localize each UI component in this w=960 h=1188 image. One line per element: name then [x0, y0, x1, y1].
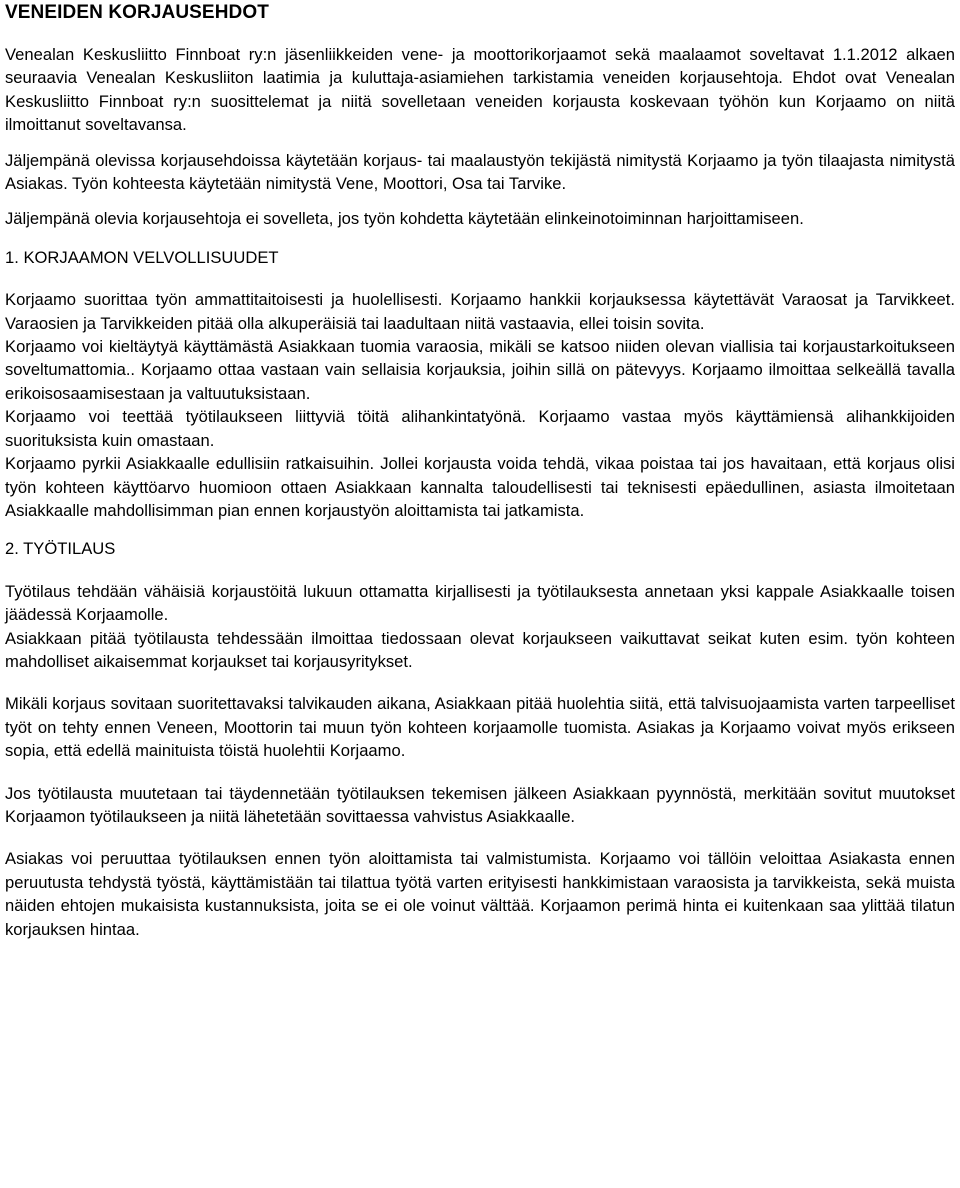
- section-1-paragraph-4: Korjaamo pyrkii Asiakkaalle edullisiin ratkaisuihin. Jollei korjausta voida tehdä, vikaa poistaa tai jos havaitaan, että korjaus olisi työn kohteen käyttöarvo huomioon ottaen Asiakkaan kannalta taloudellisesti tai teknisesti epäedullinen, asiasta ilmoitetaan Asiakkaalle mahdollisimman pian ennen korjaustyön aloittamista tai jatkamista.: [5, 454, 955, 520]
- section-2-paragraph-2: Asiakkaan pitää työtilausta tehdessään ilmoittaa tiedossaan olevat korjaukseen vaikuttavat seikat kuten esim. työn kohteen mahdolliset aikaisemmat korjaukset tai korjausyritykset.: [5, 628, 955, 671]
- section-2-heading: 2. TYÖTILAUS: [5, 539, 116, 559]
- document-title: VENEIDEN KORJAUSEHDOT: [5, 2, 269, 23]
- intro-paragraph-3: Jäljempänä olevia korjausehtoja ei sovelleta, jos työn kohdetta käytetään elinkeinotoiminnan harjoittamiseen.: [5, 209, 804, 229]
- section-2-paragraph-5: Asiakas voi peruuttaa työtilauksen ennen työn aloittamista tai valmistumista. Korjaamo voi tällöin veloittaa Asiakasta ennen peruutusta tehdystä työstä, käyttämistään tai tilattua työtä varten erityisesti hankkimistaan varaosista ja tarvikkeista, sekä muista näiden ehtojen mukaisista kustannuksista, joita se ei ole voinut välttää. Korjaamon perimä hinta ei kuitenkaan saa ylittää tilatun korjauksen hintaa.: [5, 849, 955, 939]
- document-page: [5, 0, 955, 941]
- section-2-paragraph-3: Mikäli korjaus sovitaan suoritettavaksi talvikauden aikana, Asiakkaan pitää huolehtia siitä, että talvisuojaamista varten tarpeelliset työt on tehty ennen Veneen, Moottorin tai muun työn kohteen korjaamolle tuomista. Asiakas ja Korjaamo voivat myös erikseen sopia, että edellä mainituista töistä huolehtii Korjaamo.: [5, 694, 955, 761]
- intro-paragraph-2: Jäljempänä olevissa korjausehdoissa käytetään korjaus- tai maalaustyön tekijästä nimitystä Korjaamo ja työn tilaajasta nimitystä Asiakas. Työn kohteesta käytetään nimitystä Vene, Moottori, Osa tai Tarvike.: [5, 150, 955, 194]
- section-1-paragraph-3: Korjaamo voi teettää työtilaukseen liittyviä töitä alihankintatyönä. Korjaamo vastaa myös käyttämiensä alihankkijoiden suorituksista kuin omastaan.: [5, 407, 955, 450]
- spacer: [5, 25, 955, 43]
- section-1-paragraph-1: Korjaamo suorittaa työn ammattitaitoisesti ja huolellisesti. Korjaamo hankkii korjauksessa käytettävät Varaosat ja Tarvikkeet. Varaosien ja Tarvikkeiden pitää olla alkuperäisiä tai laadultaan niitä vastaavia, ellei toisin sovita.: [5, 290, 955, 333]
- section-2-paragraph-1: Työtilaus tehdään vähäisiä korjaustöitä lukuun ottamatta kirjallisesti ja työtilauksesta annetaan yksi kappale Asiakkaalle toisen jäädessä Korjaamolle.: [5, 581, 955, 625]
- section-1-heading: 1. KORJAAMON VELVOLLISUUDET: [5, 247, 279, 267]
- section-2-paragraph-4: Jos työtilausta muutetaan tai täydennetään työtilauksen tekemisen jälkeen Asiakkaan pyynnöstä, merkitään sovitut muutokset Korjaamon työtilaukseen ja niitä lähetetään sovittaessa vahvistus Asiakkaalle.: [5, 783, 955, 826]
- intro-paragraph-1: Venealan Keskusliitto Finnboat ry:n jäsenliikkeiden vene- ja moottorikorjaamot sekä maalaamot soveltavat 1.1.2012 alkaen seuraavia Venealan Keskusliiton laatimia ja kuluttaja-asiamiehen tarkistamia veneiden korjausehtoja. Ehdot ovat Venealan Keskusliitto Finnboat ry:n suosittelemat ja niitä sovelletaan veneiden korjausta koskevaan työhön kun Korjaamo on niitä ilmoittanut soveltavansa.: [5, 45, 955, 135]
- section-1-paragraph-2: Korjaamo voi kieltäytyä käyttämästä Asiakkaan tuomia varaosia, mikäli se katsoo niiden olevan viallisia tai korjaustarkoitukseen soveltumattomia.. Korjaamo ottaa vastaan vain sellaisia korjauksia, joihin sillä on pätevyys. Korjaamo ilmoittaa selkeällä tavalla erikoisosaamisestaan ja valtuutuksistaan.: [5, 337, 955, 403]
